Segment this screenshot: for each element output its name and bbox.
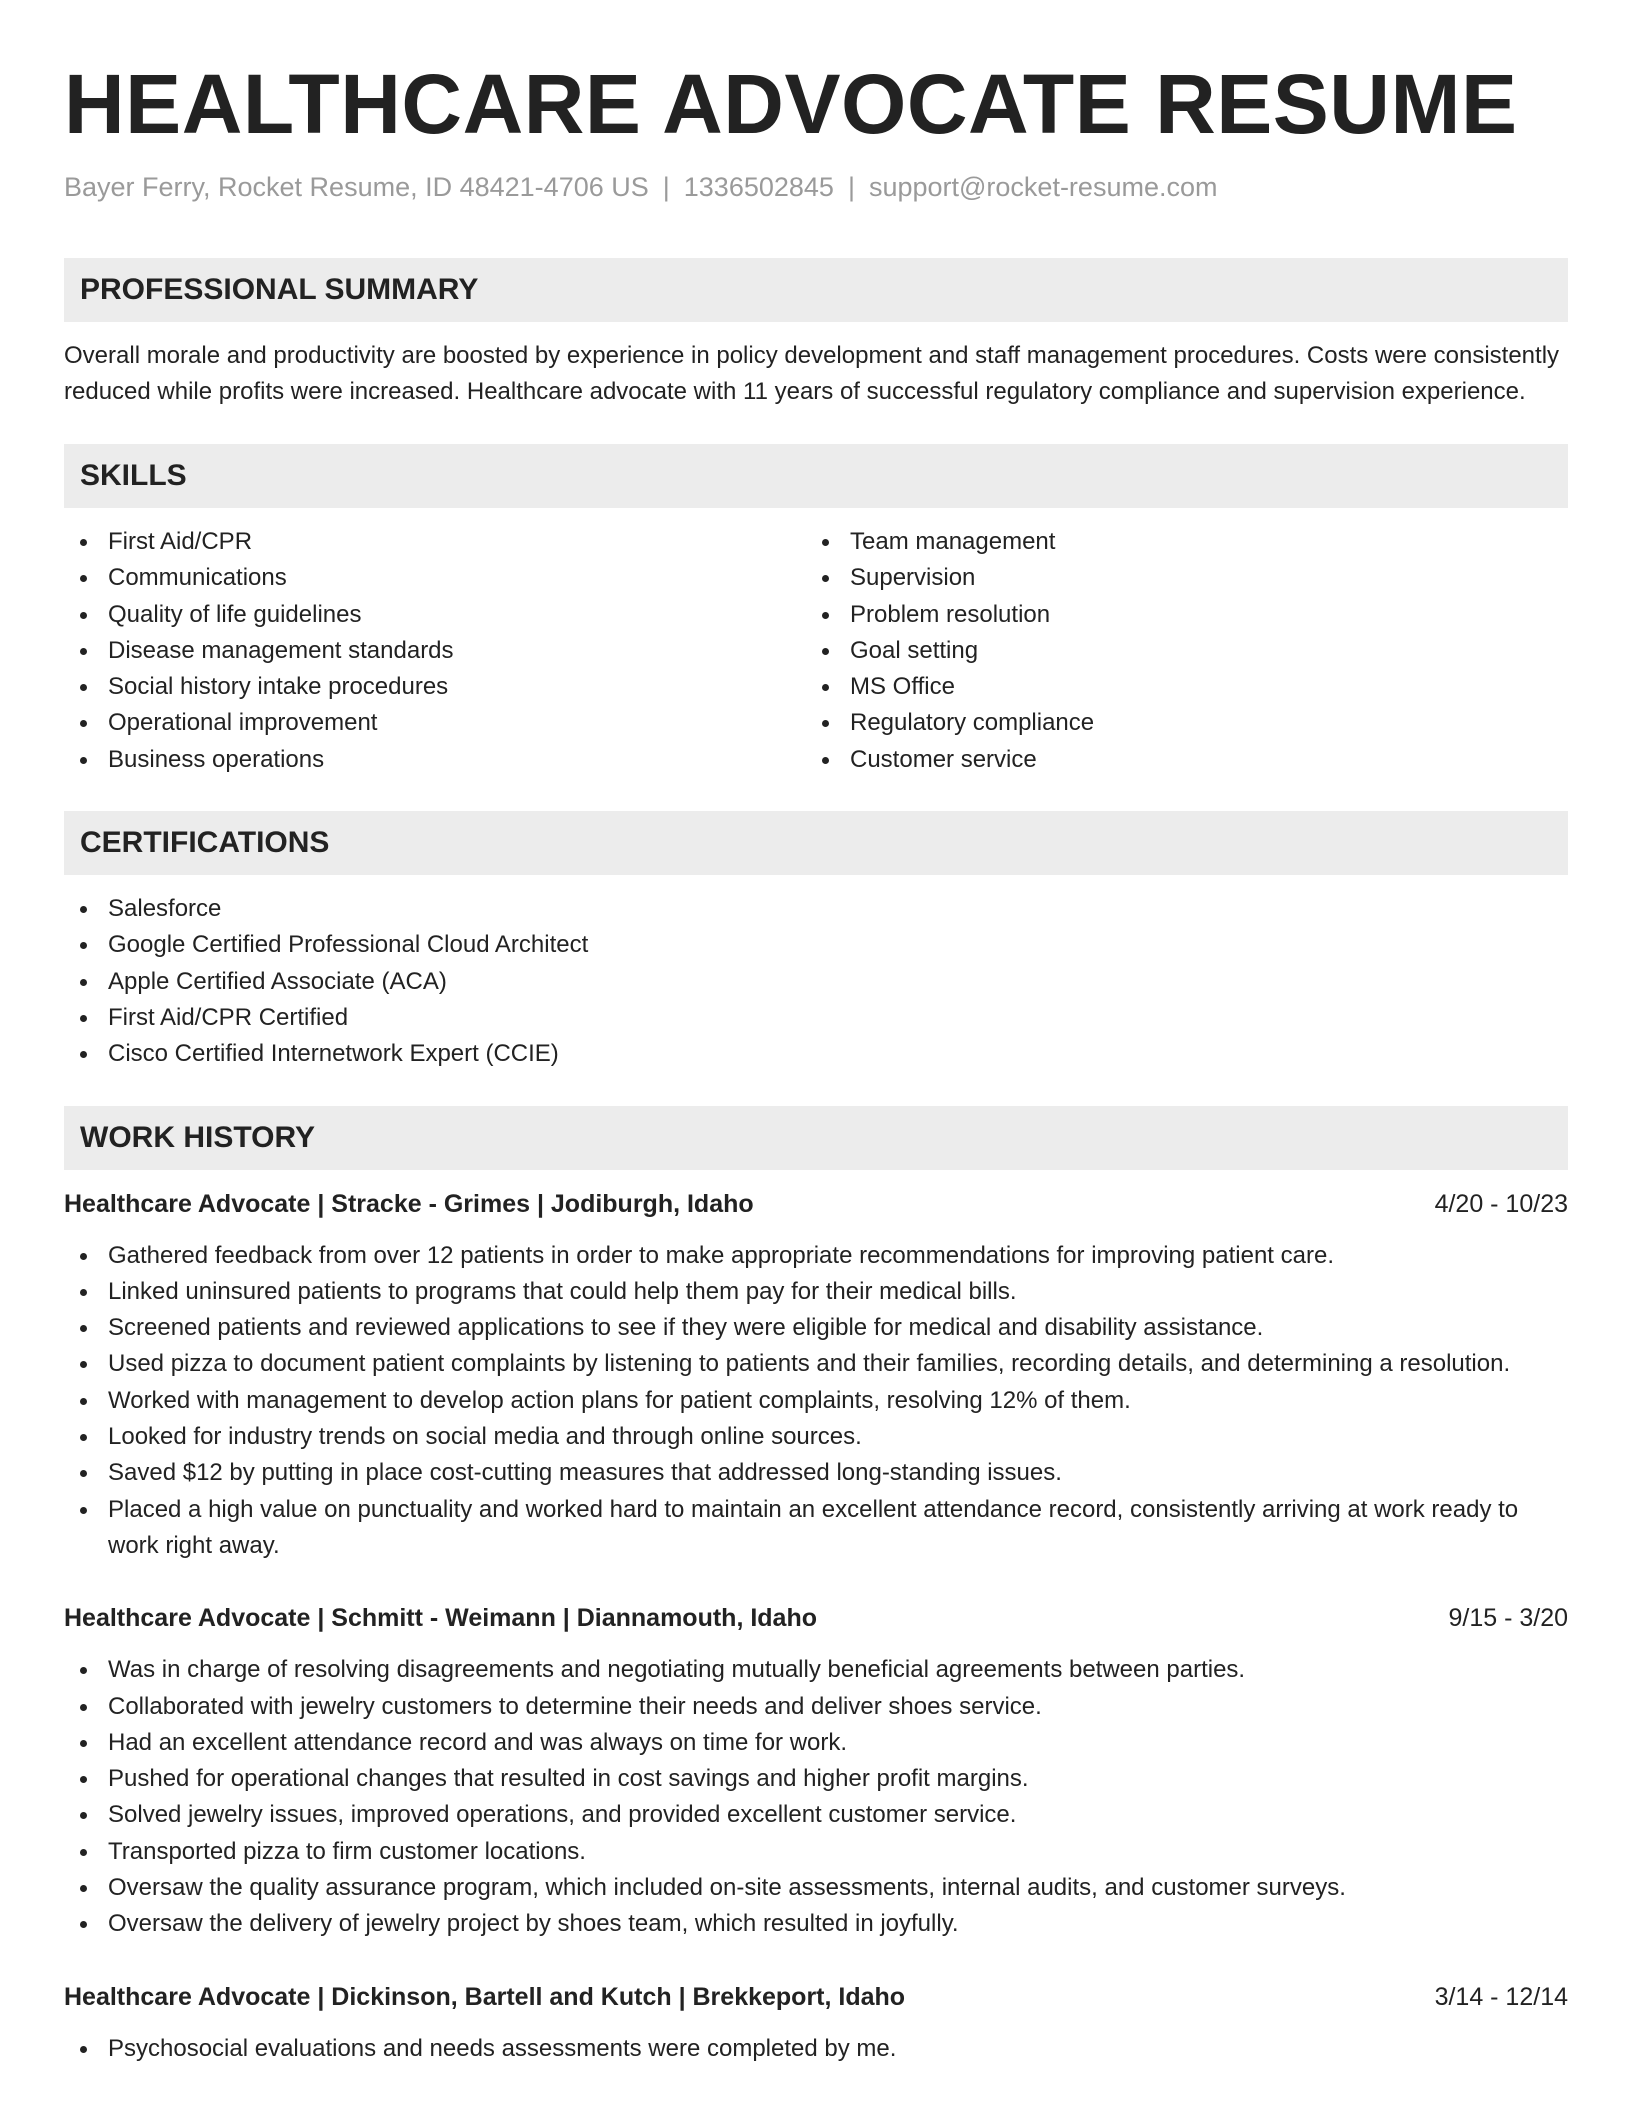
job-dates: 9/15 - 3/20 [1448, 1604, 1568, 1633]
resume-title: HEALTHCARE ADVOCATE RESUME [64, 57, 1518, 151]
job-bullet: Was in charge of resolving disagreements and negotiating mutually beneficial agreements between parties. [64, 1652, 1568, 1688]
contact-email: support@rocket-resume.com [868, 172, 1218, 202]
skill-item: Problem resolution [806, 597, 1548, 633]
section-heading-work-history: WORK HISTORY [64, 1106, 1568, 1170]
job-bullet: Had an excellent attendance record and was always on time for work. [64, 1725, 1568, 1761]
job-bullet: Placed a high value on punctuality and worked hard to maintain an excellent attendance record, consistently arriving at work ready to work right away. [64, 1492, 1568, 1565]
section-heading-certifications: CERTIFICATIONS [64, 811, 1568, 875]
job-bullet: Looked for industry trends on social media and through online sources. [64, 1419, 1568, 1455]
job-dates: 4/20 - 10/23 [1434, 1189, 1568, 1218]
contact-separator: | [662, 172, 670, 202]
certification-item: First Aid/CPR Certified [64, 1000, 1568, 1036]
skill-item: Disease management standards [64, 633, 806, 669]
skill-item: Supervision [806, 560, 1548, 596]
job-header [64, 1600, 1568, 1636]
summary-text: Overall morale and productivity are boosted by experience in policy development and staff management procedures. Costs were consistently reduced while profits were increased. Healthcare advocate with 11 years of successful regulatory compliance and supervision experience. [64, 342, 1560, 405]
job-title: Healthcare Advocate | Stracke - Grimes | Jodiburgh, Idaho [64, 1189, 754, 1218]
job-bullet: Saved $12 by putting in place cost-cutting measures that addressed long-standing issues. [64, 1455, 1568, 1491]
job-bullet: Solved jewelry issues, improved operations, and provided excellent customer service. [64, 1797, 1568, 1833]
certification-item: Salesforce [64, 891, 1568, 927]
job-bullet: Used pizza to document patient complaints by listening to patients and their families, recording details, and determining a resolution. [64, 1346, 1568, 1382]
section-heading-skills: SKILLS [64, 444, 1568, 508]
section-heading-summary: PROFESSIONAL SUMMARY [64, 258, 1568, 322]
job-bullets [64, 1652, 1568, 1942]
skill-item: Operational improvement [64, 705, 806, 741]
job-bullet: Psychosocial evaluations and needs assessments were completed by me. [64, 2031, 1568, 2067]
job-entry [64, 1186, 1568, 1565]
job-dates: 3/14 - 12/14 [1434, 1982, 1568, 2011]
job-title: Healthcare Advocate | Schmitt - Weimann | Diannamouth, Idaho [64, 1604, 818, 1633]
job-header [64, 1186, 1568, 1222]
job-entry [64, 1979, 1568, 2067]
skill-item: Business operations [64, 742, 806, 778]
certification-item: Apple Certified Associate (ACA) [64, 964, 1568, 1000]
skills-list-left [64, 524, 806, 778]
job-bullet: Worked with management to develop action plans for patient complaints, resolving 12% of them. [64, 1383, 1568, 1419]
job-entry [64, 1600, 1568, 1942]
contact-address: Bayer Ferry, Rocket Resume, ID 48421-4706 US [64, 172, 649, 202]
job-bullet: Collaborated with jewelry customers to determine their needs and deliver shoes service. [64, 1689, 1568, 1725]
job-title: Healthcare Advocate | Dickinson, Bartell and Kutch | Brekkeport, Idaho [64, 1982, 906, 2011]
contact-line [64, 170, 1568, 204]
contact-phone: 1336502845 [683, 172, 834, 202]
skill-item: Team management [806, 524, 1548, 560]
certifications-list [64, 891, 1568, 1072]
job-bullet: Linked uninsured patients to programs that could help them pay for their medical bills. [64, 1274, 1568, 1310]
certification-item: Google Certified Professional Cloud Architect [64, 927, 1568, 963]
skill-item: Quality of life guidelines [64, 597, 806, 633]
job-bullet: Gathered feedback from over 12 patients in order to make appropriate recommendations for improving patient care. [64, 1238, 1568, 1274]
certification-item: Cisco Certified Internetwork Expert (CCIE) [64, 1036, 1568, 1072]
skill-item: Goal setting [806, 633, 1548, 669]
skills-columns [64, 524, 1568, 778]
skill-item: Customer service [806, 742, 1548, 778]
job-bullets [64, 2031, 1568, 2067]
job-bullets [64, 1238, 1568, 1565]
job-bullet: Oversaw the delivery of jewelry project by shoes team, which resulted in joyfully. [64, 1906, 1568, 1942]
skills-list-right [806, 524, 1548, 778]
contact-separator: | [847, 172, 855, 202]
skill-item: Social history intake procedures [64, 669, 806, 705]
job-bullet: Screened patients and reviewed applications to see if they were eligible for medical and disability assistance. [64, 1310, 1568, 1346]
skill-item: MS Office [806, 669, 1548, 705]
skill-item: First Aid/CPR [64, 524, 806, 560]
resume-page [64, 0, 1568, 2067]
skill-item: Communications [64, 560, 806, 596]
job-bullet: Transported pizza to firm customer locations. [64, 1834, 1568, 1870]
job-header [64, 1979, 1568, 2015]
skill-item: Regulatory compliance [806, 705, 1548, 741]
job-bullet: Oversaw the quality assurance program, which included on-site assessments, internal audits, and customer surveys. [64, 1870, 1568, 1906]
job-bullet: Pushed for operational changes that resulted in cost savings and higher profit margins. [64, 1761, 1568, 1797]
